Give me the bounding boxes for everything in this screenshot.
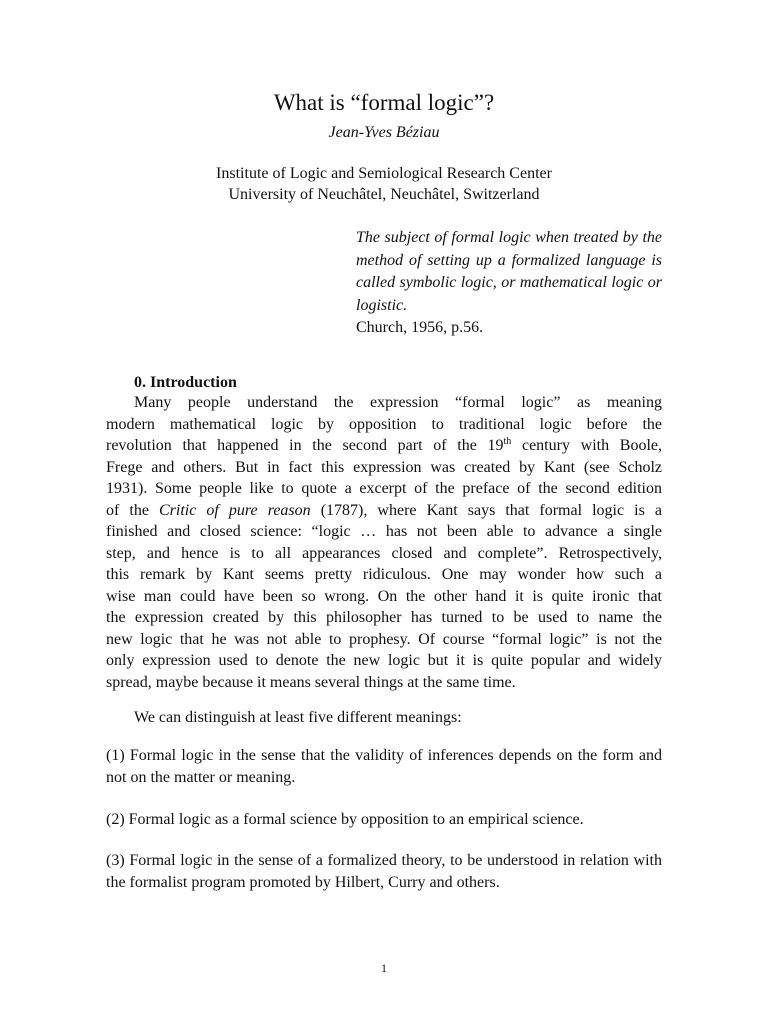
affiliation-line: Institute of Logic and Semiological Research Center (216, 165, 552, 182)
epigraph (356, 227, 662, 340)
paragraph-line: spread, maybe because it means several things at the same time. (106, 673, 516, 691)
paragraph-line: new logic that he was not able to prophesy. Of course “formal logic” is not the (106, 630, 662, 648)
book-title: Critic of pure reason (159, 501, 311, 519)
epigraph-citation: Church, 1956, p.56. (356, 319, 484, 336)
section-heading: 0. Introduction (134, 374, 237, 391)
paragraph-line: 1931). Some people like to quote a excerpt of the preface of the second edition (106, 480, 662, 497)
paper-title: What is “formal logic”? (273, 90, 495, 115)
paragraph-line: wise man could have been so wrong. On the other hand it is quite ironic that (106, 587, 662, 605)
affiliation-block (0, 163, 768, 205)
paragraph-line: modern mathematical logic by opposition to traditional logic before the (106, 415, 662, 433)
line-text: revolution that happened in the second part of the 19 (106, 437, 504, 454)
line-text: century with Boole, (511, 437, 663, 454)
author-name: Jean-Yves Béziau (328, 124, 440, 141)
line-text: (1787), where Kant says that formal logic is a (310, 501, 662, 519)
affiliation-line: University of Neuchâtel, Neuchâtel, Switzerland (228, 186, 540, 203)
paragraph-line: this remark by Kant seems pretty ridiculous. One may wonder how such a (106, 566, 662, 583)
line-text: of the (106, 501, 159, 519)
paragraph-line: Many people understand the expression “formal logic” as meaning (134, 394, 662, 411)
meaning-item: (2) Formal logic as a formal science by opposition to an empirical science. (106, 811, 584, 828)
meaning-item: (3) Formal logic in the sense of a formalized theory, to be understood in relation with the formalist program promoted by Hilbert, Curry and others. (106, 852, 662, 891)
page-number: 1 (381, 961, 387, 975)
paragraph-line: step, and hence is to all appearances closed and complete”. Retrospectively, (106, 544, 662, 562)
paragraph-line: only expression used to denote the new logic but it is quite popular and widely (106, 652, 662, 669)
meaning-item: (1) Formal logic in the sense that the validity of inferences depends on the form and not on the matter or meaning. (106, 747, 662, 786)
paragraph-line: Frege and others. But in fact this expression was created by Kant (see Scholz (106, 458, 662, 476)
meanings-intro: We can distinguish at least five different meanings: (134, 709, 462, 726)
intro-paragraph (106, 392, 662, 693)
paragraph-line (106, 435, 662, 457)
epigraph-quote: The subject of formal logic when treated by the method of setting up a formalized language is called symbolic logic, or mathematical logic or logistic. (356, 229, 662, 314)
paragraph-line (106, 500, 662, 522)
paragraph-line: finished and closed science: “logic … has not been able to advance a single (106, 523, 662, 540)
paragraph-line: the expression created by this philosopher has turned to be used to name the (106, 609, 662, 626)
superscript: th (503, 436, 512, 447)
